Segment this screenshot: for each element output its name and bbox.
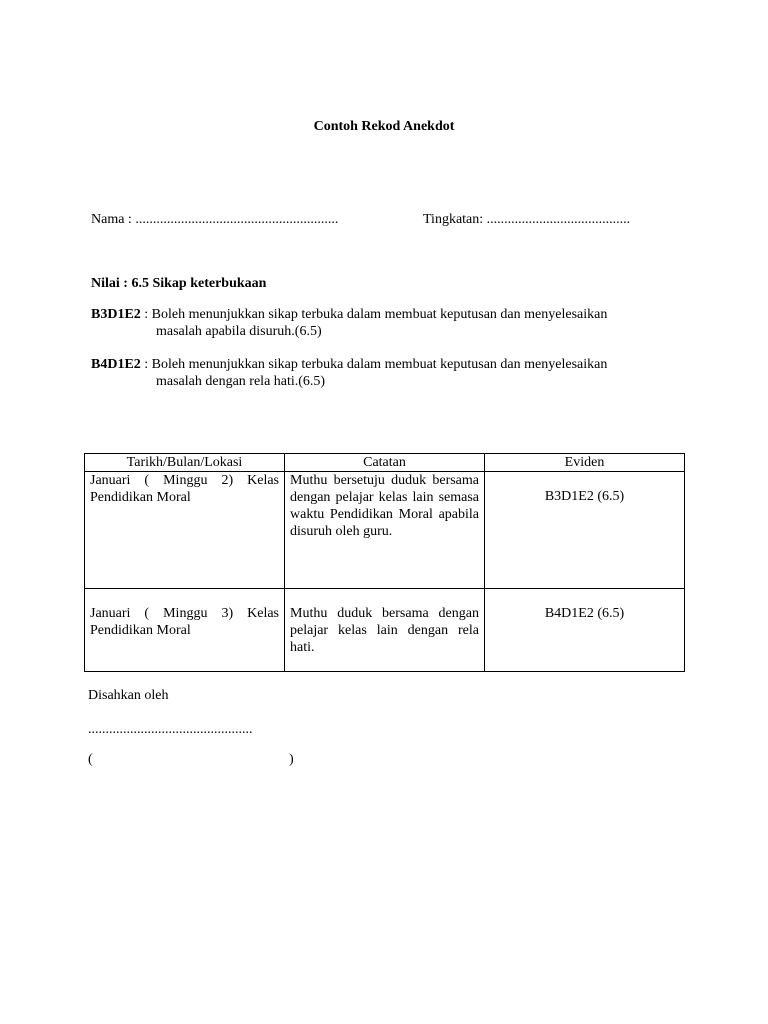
table-row [85,472,685,589]
criterion-b3d1e2 [91,306,691,340]
header-evidence: Eviden [485,454,685,472]
row-evidence: B4D1E2 (6.5) [485,589,685,672]
row-evidence: B3D1E2 (6.5) [485,472,685,589]
table-row [85,589,685,672]
criterion-text: : Boleh menunjukkan sikap terbuka dalam membuat keputusan dan menyelesaikan [140,357,608,372]
signature-line: ............................................... [88,722,253,737]
header-notes: Catatan [285,454,485,472]
name-paren-close: ) [289,752,294,767]
name-paren-open: ( [88,752,93,767]
row-date: Januari ( Minggu 2) Kelas Pendidikan Moral [85,472,285,589]
criterion-text: : Boleh menunjukkan sikap terbuka dalam membuat keputusan dan menyelesaikan [140,307,608,322]
table-header-row [85,454,685,472]
approved-by-label: Disahkan oleh [88,688,169,703]
anecdote-record-table [84,453,685,672]
criterion-text-continued: masalah apabila disuruh.(6.5) [156,324,322,339]
criterion-b4d1e2 [91,356,691,390]
nama-field: Nama : .......................................................... [91,212,339,227]
criterion-text-continued: masalah dengan rela hati.(6.5) [156,374,326,389]
row-date: Januari ( Minggu 3) Kelas Pendidikan Moral [85,589,285,672]
criterion-code: B4D1E2 [91,357,141,372]
document-title: Contoh Rekod Anekdot [313,119,455,134]
header-date-location: Tarikh/Bulan/Lokasi [85,454,285,472]
row-note: Muthu duduk bersama dengan pelajar kelas lain dengan rela hati. [285,589,485,672]
criterion-code: B3D1E2 [91,307,141,322]
tingkatan-field: Tingkatan: ......................................... [423,212,631,227]
row-note: Muthu bersetuju duduk bersama dengan pelajar kelas lain semasa waktu Pendidikan Moral apabila disuruh oleh guru. [285,472,485,589]
nilai-heading: Nilai : 6.5 Sikap keterbukaan [91,276,267,291]
